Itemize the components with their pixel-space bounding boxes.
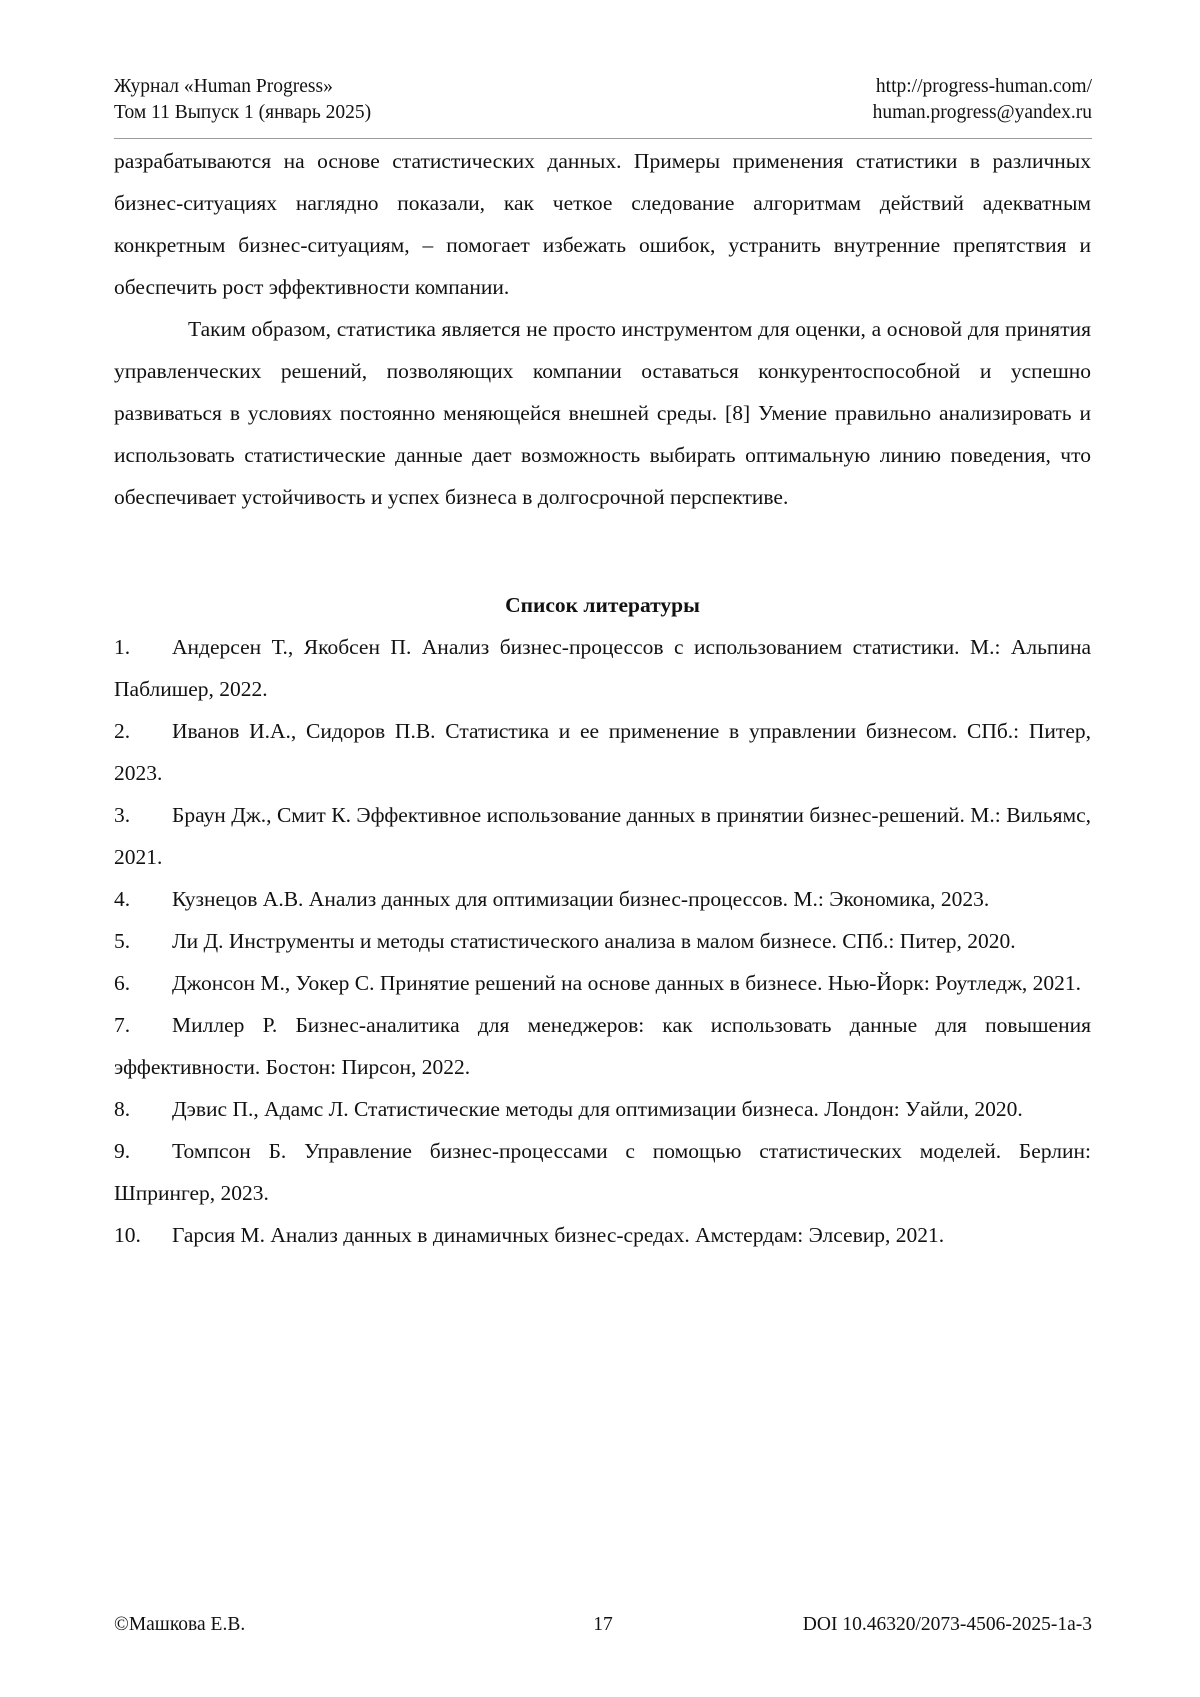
reference-number: 1. xyxy=(114,635,131,659)
reference-text: Андерсен Т., Якобсен П. Анализ бизнес-процессов с использованием статистики. М.: Альпина Паблишер, 2022. xyxy=(114,635,1091,701)
journal-url[interactable]: http://progress-human.com/ xyxy=(875,76,1092,97)
reference-item xyxy=(114,1088,1091,1130)
header-divider xyxy=(114,138,1092,139)
reference-number: 6. xyxy=(114,971,131,995)
reference-number: 2. xyxy=(114,719,131,743)
reference-item xyxy=(114,1130,1091,1214)
reference-item xyxy=(114,794,1091,878)
reference-text: Браун Дж., Смит К. Эффективное использование данных в принятии бизнес-решений. М.: Вильямс, 2021. xyxy=(114,803,1091,869)
references-title: Список литературы xyxy=(505,593,700,617)
reference-item xyxy=(114,710,1091,794)
header-left xyxy=(114,74,371,126)
journal-email[interactable]: human.progress@yandex.ru xyxy=(872,102,1092,123)
reference-number: 3. xyxy=(114,803,131,827)
references-list xyxy=(114,626,1091,1256)
reference-number: 10. xyxy=(114,1223,141,1247)
reference-text: Гарсия М. Анализ данных в динамичных бизнес-средах. Амстердам: Элсевир, 2021. xyxy=(172,1223,945,1247)
footer-author: ©Машкова Е.В. xyxy=(114,1614,246,1635)
reference-item xyxy=(114,626,1091,710)
reference-text: Иванов И.А., Сидоров П.В. Статистика и ее применение в управлении бизнесом. СПб.: Питер, 2023. xyxy=(114,719,1091,785)
reference-text: Кузнецов А.В. Анализ данных для оптимизации бизнес-процессов. М.: Экономика, 2023. xyxy=(172,887,990,911)
reference-item xyxy=(114,1004,1091,1088)
reference-number: 5. xyxy=(114,929,131,953)
footer-doi: DOI 10.46320/2073-4506-2025-1a-3 xyxy=(802,1614,1092,1635)
page-number: 17 xyxy=(593,1614,613,1635)
reference-number: 4. xyxy=(114,887,131,911)
page-body xyxy=(114,140,1091,1256)
issue-info: Том 11 Выпуск 1 (январь 2025) xyxy=(114,102,372,123)
body-paragraph: Таким образом, статистика является не просто инструментом для оценки, а основой для принятия управленческих решений, позволяющих компании оставаться конкурентоспособной и успешно развиваться в условиях постоянно меняющейся внешней среды. [8] Умение правильно анализировать и использовать статистические данные дает возможность выбирать оптимальную линию поведения, что обеспечивает устойчивость и успех бизнеса в долгосрочной перспективе. xyxy=(114,317,1091,509)
header-right xyxy=(873,74,1092,126)
reference-number: 7. xyxy=(114,1013,131,1037)
reference-item xyxy=(114,920,1091,962)
reference-text: Ли Д. Инструменты и методы статистического анализа в малом бизнесе. СПб.: Питер, 2020. xyxy=(172,929,1016,953)
reference-number: 8. xyxy=(114,1097,131,1121)
reference-text: Томпсон Б. Управление бизнес-процессами с помощью статистических моделей. Берлин: Шпрингер, 2023. xyxy=(114,1139,1091,1205)
journal-name: Журнал «Human Progress» xyxy=(114,76,333,97)
reference-text: Дэвис П., Адамс Л. Статистические методы для оптимизации бизнеса. Лондон: Уайли, 2020. xyxy=(172,1097,1023,1121)
reference-item xyxy=(114,962,1091,1004)
reference-text: Миллер Р. Бизнес-аналитика для менеджеров: как использовать данные для повышения эффективности. Бостон: Пирсон, 2022. xyxy=(114,1013,1091,1079)
reference-text: Джонсон М., Уокер С. Принятие решений на основе данных в бизнесе. Нью-Йорк: Роутледж, 2021. xyxy=(172,971,1082,995)
reference-item xyxy=(114,1214,1091,1256)
body-paragraph: разрабатываются на основе статистических данных. Примеры применения статистики в различных бизнес-ситуациях наглядно показали, как четкое следование алгоритмам действий адекватным конкретным бизнес-ситуациям, – помогает избежать ошибок, устранить внутренние препятствия и обеспечить рост эффективности компании. xyxy=(114,149,1091,299)
reference-number: 9. xyxy=(114,1139,131,1163)
reference-item xyxy=(114,878,1091,920)
